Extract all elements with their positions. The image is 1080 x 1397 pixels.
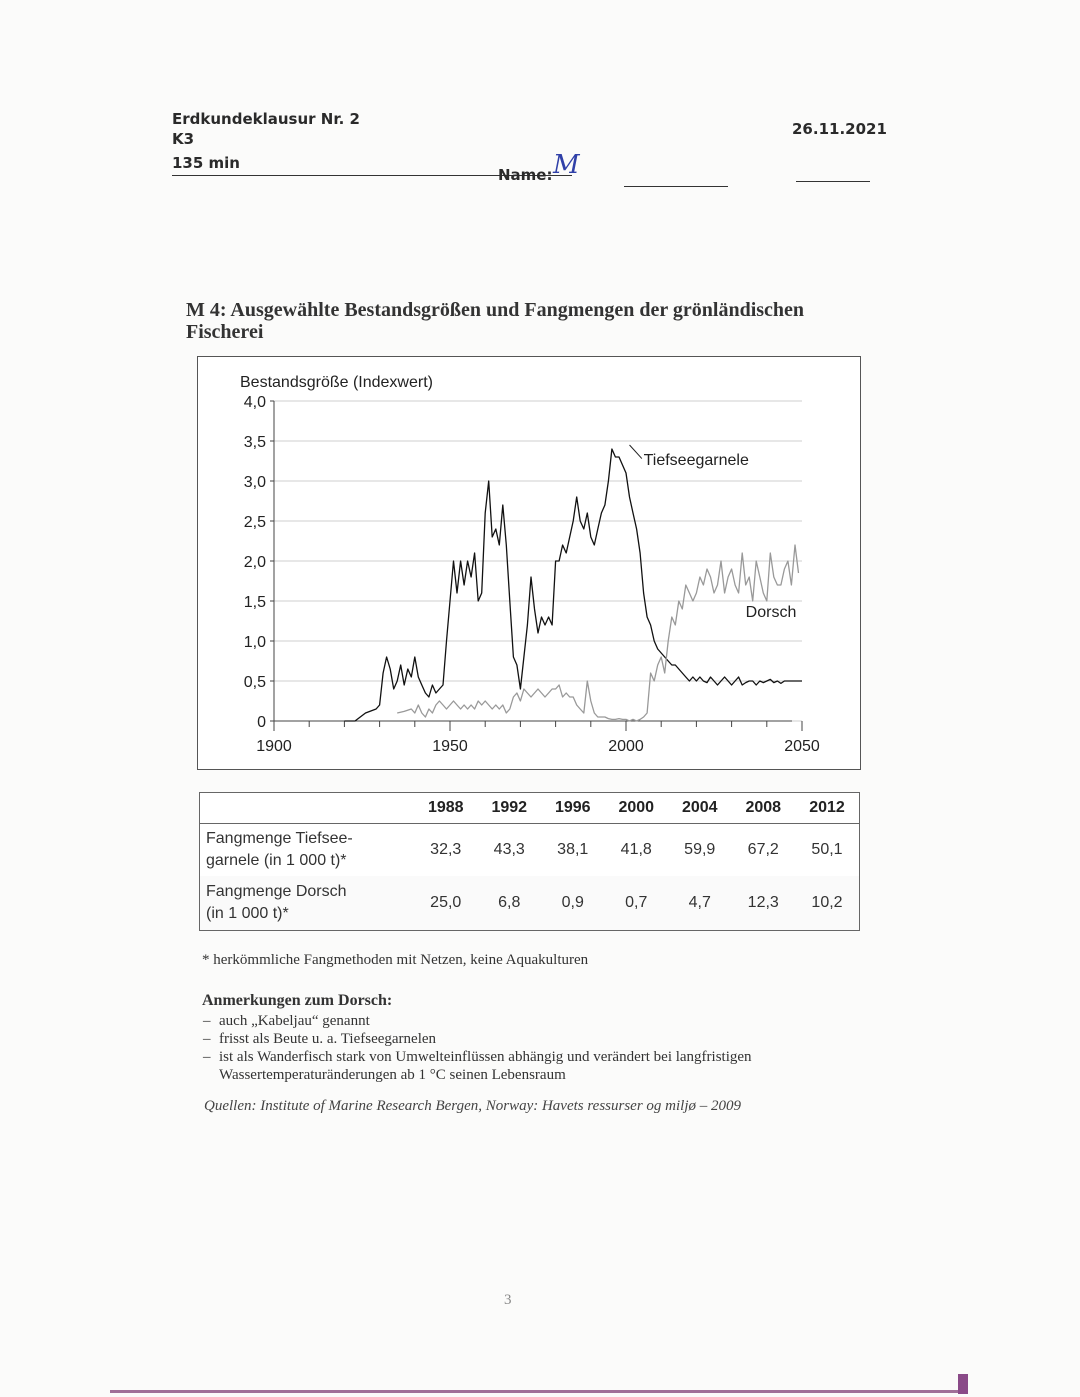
exam-subject: Erdkundeklausur Nr. 2 [172, 110, 360, 128]
table-header-year: 2008 [732, 793, 796, 824]
page-number: 3 [504, 1292, 512, 1308]
table-row [200, 824, 860, 877]
annotation-leader [630, 445, 642, 459]
y-tick-label: 4,0 [243, 394, 266, 411]
remark-item: – auch „Kabeljau“ genannt [203, 1013, 370, 1029]
name-label: Name: [498, 166, 553, 184]
y-tick-label: 1,5 [243, 594, 266, 611]
remarks-title: Anmerkungen zum Dorsch: [202, 992, 393, 1009]
exam-date: 26.11.2021 [792, 120, 887, 138]
table-cell: 10,2 [795, 876, 860, 931]
table-header-year: 1992 [478, 793, 542, 824]
y-tick-label: 0 [257, 714, 266, 731]
row-label-line: Fangmenge Tiefsee- [206, 830, 353, 847]
row-label-line: (in 1 000 t)* [206, 905, 289, 922]
material-title-line2: Fischerei [186, 321, 264, 343]
table-cell: 59,9 [684, 841, 716, 858]
table-header-year: 1988 [414, 793, 478, 824]
name-value: M [553, 150, 580, 180]
x-tick-label: 2050 [784, 738, 820, 755]
table-cell: 0,9 [541, 876, 605, 931]
y-axis-label: Bestandsgröße (Indexwert) [240, 374, 433, 391]
table-row [200, 876, 860, 931]
exam-course: K3 [172, 130, 195, 148]
table-cell: 67,2 [747, 841, 779, 858]
series-annotation: Dorsch [745, 604, 797, 621]
remark-text: frisst als Beute u. a. Tiefseegarnelen [219, 1031, 437, 1047]
x-tick-label: 1900 [256, 738, 292, 755]
row-label-line: garnele (in 1 000 t)* [206, 852, 347, 869]
table-cell: 25,0 [414, 876, 478, 931]
table-cell: 43,3 [493, 841, 525, 858]
chart-grid [274, 401, 802, 721]
chart-labels [240, 374, 820, 755]
scan-edge-stripe [110, 1390, 960, 1393]
row-label-shrimp [200, 824, 415, 877]
source-citation: Quellen: Institute of Marine Research Bergen, Norway: Havets ressurser og miljø – 2009 [204, 1098, 741, 1114]
table-cell: 12,3 [732, 876, 796, 931]
chart-series [344, 449, 802, 721]
series-annotation: Tiefseegarnele [643, 452, 749, 469]
row-label-cod [200, 876, 415, 931]
y-tick-label: 3,5 [243, 434, 266, 451]
table-cell: 0,7 [605, 876, 669, 931]
table-cell: 50,1 [811, 841, 843, 858]
y-tick-label: 3,0 [243, 474, 266, 491]
remark-item: – ist als Wanderfisch stark von Umwelteinflüssen abhängig und verändert bei langfristigen [203, 1049, 752, 1065]
chart-frame [197, 356, 861, 770]
y-tick-label: 1,0 [243, 634, 266, 651]
table-cell: 32,3 [430, 841, 462, 858]
footnote: * herkömmliche Fangmethoden mit Netzen, keine Aquakulturen [202, 952, 589, 968]
scan-edge-mark [958, 1374, 968, 1394]
x-tick-label: 1950 [432, 738, 468, 755]
table-header-year: 1996 [541, 793, 605, 824]
table-header-year: 2004 [668, 793, 732, 824]
catch-table [199, 792, 860, 931]
x-tick-label: 2000 [608, 738, 644, 755]
remark-text: ist als Wanderfisch stark von Umwelteinflüssen abhängig und verändert bei langfristigen [219, 1049, 752, 1065]
row-label-line: Fangmenge Dorsch [206, 883, 347, 900]
table-cell: 4,7 [668, 876, 732, 931]
exam-duration: 135 min [172, 154, 240, 172]
table-header-row [200, 793, 860, 824]
series-line-dorsch [397, 545, 798, 721]
table-header-empty [200, 793, 415, 824]
table-header-year: 2012 [795, 793, 860, 824]
table-cell: 38,1 [557, 841, 589, 858]
table-cell: 41,8 [620, 841, 652, 858]
material-title-line1: M 4: Ausgewählte Bestandsgrößen und Fangmengen der grönländischen [186, 299, 805, 321]
line-chart [198, 357, 860, 769]
name-line-2 [624, 186, 728, 187]
y-tick-label: 2,0 [243, 554, 266, 571]
y-tick-label: 0,5 [243, 674, 266, 691]
series-line-tiefseegarnele [344, 449, 802, 721]
remark-text: auch „Kabeljau“ genannt [219, 1013, 370, 1029]
date-line [796, 181, 870, 182]
remark-item-continuation: Wassertemperaturänderungen ab 1 °C seinen Lebensraum [219, 1067, 566, 1083]
table-header-year: 2000 [605, 793, 669, 824]
remark-item: – frisst als Beute u. a. Tiefseegarnelen [203, 1031, 437, 1047]
y-tick-label: 2,5 [243, 514, 266, 531]
table-cell: 6,8 [478, 876, 542, 931]
